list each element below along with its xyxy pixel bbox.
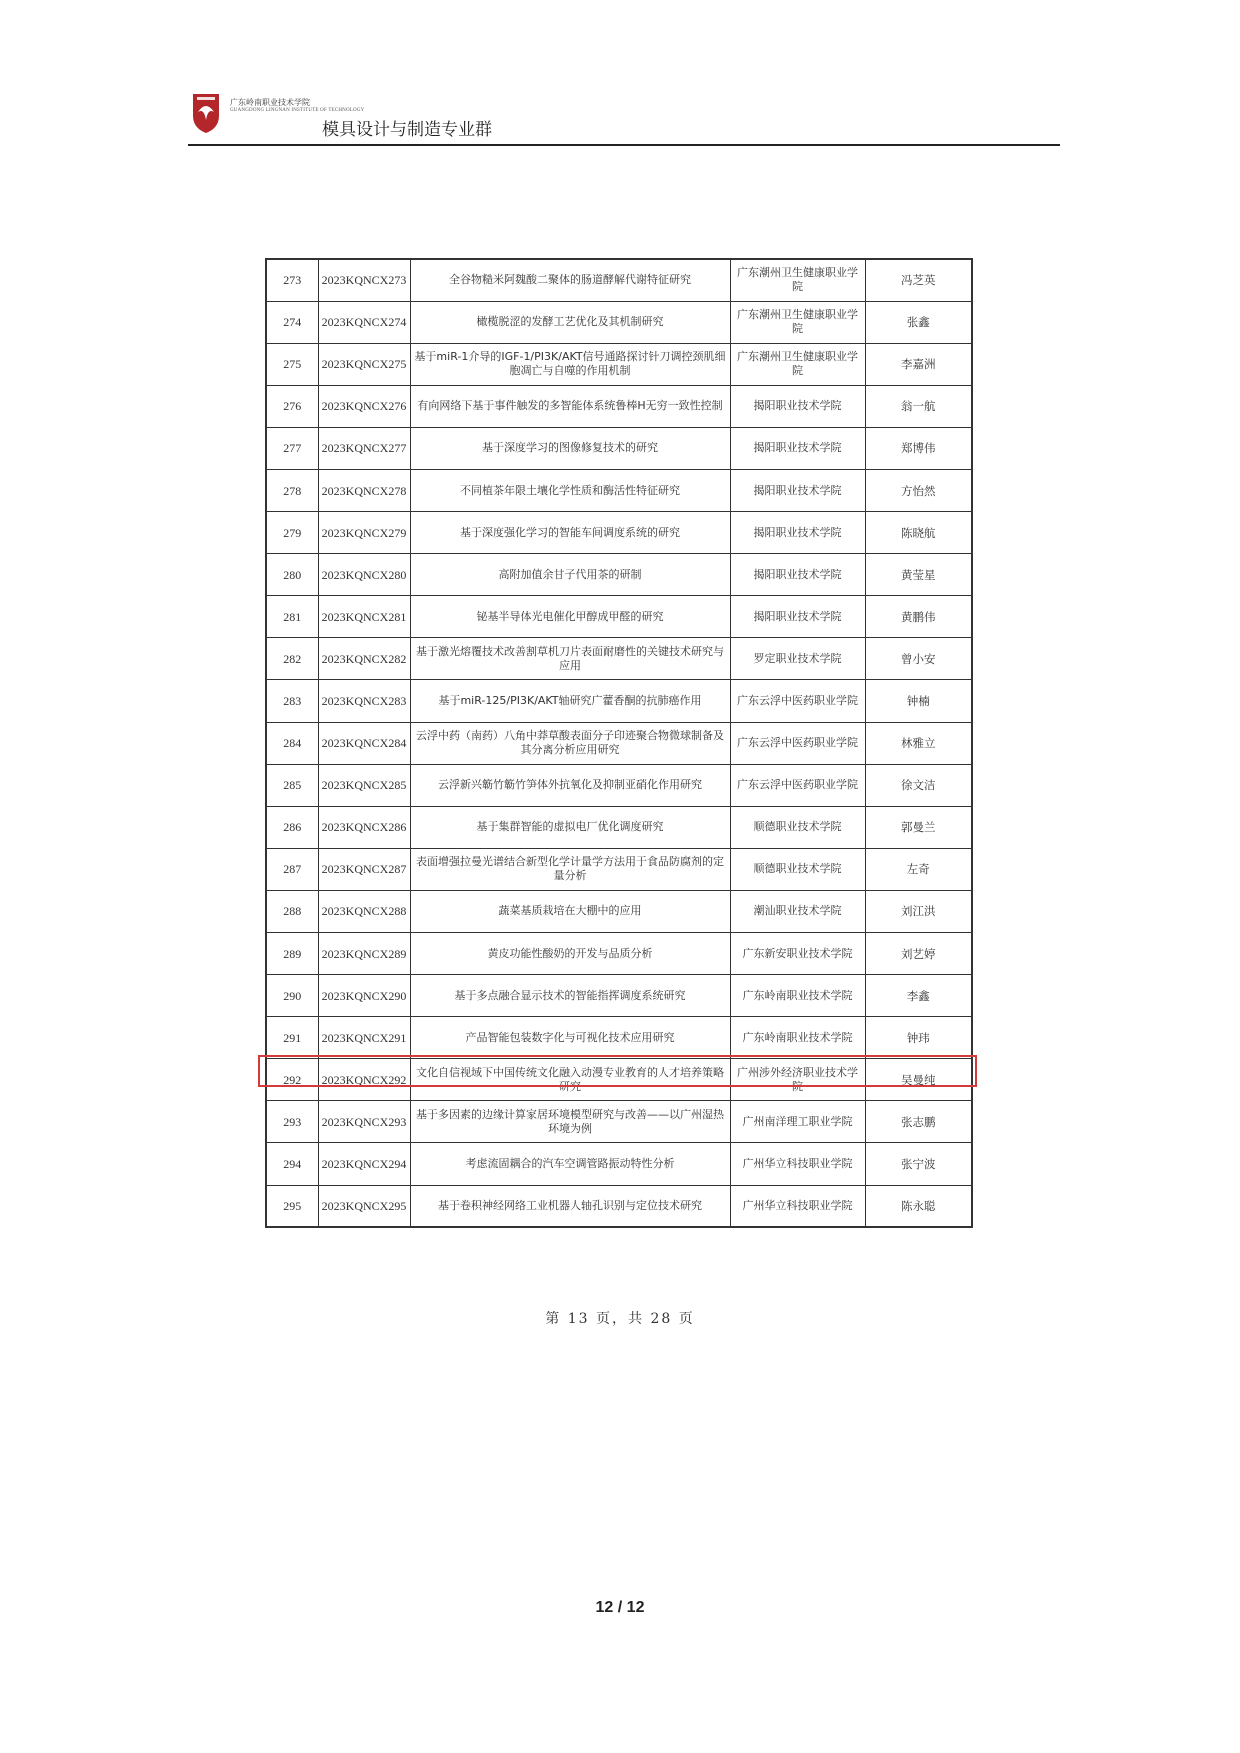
row-number: 281 [266, 596, 318, 638]
person-name: 郑博伟 [865, 427, 972, 469]
table-row [266, 596, 972, 638]
table-row [266, 1143, 972, 1185]
project-title: 基于miR-125/PI3K/AKT轴研究广藿香酮的抗肺癌作用 [410, 680, 730, 722]
school-name: 广东云浮中医药职业学院 [730, 764, 865, 806]
school-name: 广东潮州卫生健康职业学院 [730, 301, 865, 343]
project-title: 黄皮功能性酸奶的开发与品质分析 [410, 933, 730, 975]
row-number: 288 [266, 890, 318, 932]
project-title: 基于miR-1介导的IGF-1/PI3K/AKT信号通路探讨针刀调控颈肌细胞凋亡与自噬的作用机制 [410, 343, 730, 385]
project-title: 产品智能包装数字化与可视化技术应用研究 [410, 1017, 730, 1059]
school-name: 揭阳职业技术学院 [730, 554, 865, 596]
school-name: 揭阳职业技术学院 [730, 596, 865, 638]
person-name: 冯芝英 [865, 259, 972, 301]
row-number: 280 [266, 554, 318, 596]
project-code: 2023KQNCX282 [318, 638, 410, 680]
project-title: 基于激光熔覆技术改善割草机刀片表面耐磨性的关键技术研究与应用 [410, 638, 730, 680]
school-name: 揭阳职业技术学院 [730, 427, 865, 469]
page-note: 第 13 页，共 28 页 [545, 1311, 695, 1327]
project-code: 2023KQNCX279 [318, 512, 410, 554]
logo-wordmark [230, 98, 365, 114]
project-title: 有向网络下基于事件触发的多智能体系统鲁棒H无穷一致性控制 [410, 385, 730, 427]
project-code: 2023KQNCX294 [318, 1143, 410, 1185]
school-name: 揭阳职业技术学院 [730, 385, 865, 427]
project-code: 2023KQNCX275 [318, 343, 410, 385]
project-title: 铋基半导体光电催化甲醇成甲醛的研究 [410, 596, 730, 638]
project-code: 2023KQNCX293 [318, 1101, 410, 1143]
table-row [266, 1185, 972, 1227]
table-row [266, 638, 972, 680]
table-row [266, 385, 972, 427]
person-name: 刘艺婷 [865, 933, 972, 975]
person-name: 张志鹏 [865, 1101, 972, 1143]
school-name: 广东云浮中医药职业学院 [730, 722, 865, 764]
row-number: 282 [266, 638, 318, 680]
person-name: 李嘉洲 [865, 343, 972, 385]
school-name: 顺德职业技术学院 [730, 848, 865, 890]
table-row [266, 680, 972, 722]
person-name: 吴曼纯 [865, 1059, 972, 1101]
page-indicator: 12 / 12 [595, 1599, 645, 1616]
person-name: 林雅立 [865, 722, 972, 764]
school-name: 广东潮州卫生健康职业学院 [730, 259, 865, 301]
school-name: 顺德职业技术学院 [730, 806, 865, 848]
school-name: 广东新安职业技术学院 [730, 933, 865, 975]
row-number: 290 [266, 975, 318, 1017]
header-title: 模具设计与制造专业群 [322, 120, 492, 140]
logo-name-en: GUANGDONG LINGNAN INSTITUTE OF TECHNOLOGY [230, 108, 365, 113]
person-name: 徐文洁 [865, 764, 972, 806]
project-code: 2023KQNCX281 [318, 596, 410, 638]
person-name: 张鑫 [865, 301, 972, 343]
person-name: 钟楠 [865, 680, 972, 722]
project-code: 2023KQNCX283 [318, 680, 410, 722]
table-row [266, 469, 972, 511]
project-code: 2023KQNCX289 [318, 933, 410, 975]
person-name: 张宁波 [865, 1143, 972, 1185]
school-name: 广州涉外经济职业技术学院 [730, 1059, 865, 1101]
project-title: 高附加值余甘子代用茶的研制 [410, 554, 730, 596]
table-row [266, 1101, 972, 1143]
table-row [266, 1017, 972, 1059]
table-row [266, 890, 972, 932]
person-name: 翁一航 [865, 385, 972, 427]
table-row [266, 806, 972, 848]
person-name: 左奇 [865, 848, 972, 890]
project-code: 2023KQNCX280 [318, 554, 410, 596]
table-row [266, 848, 972, 890]
row-number: 274 [266, 301, 318, 343]
person-name: 方怡然 [865, 469, 972, 511]
project-code: 2023KQNCX285 [318, 764, 410, 806]
project-title: 橄榄脱涩的发酵工艺优化及其机制研究 [410, 301, 730, 343]
row-number: 284 [266, 722, 318, 764]
project-code: 2023KQNCX287 [318, 848, 410, 890]
school-name: 揭阳职业技术学院 [730, 469, 865, 511]
row-number: 289 [266, 933, 318, 975]
project-title: 基于深度学习的图像修复技术的研究 [410, 427, 730, 469]
project-code: 2023KQNCX274 [318, 301, 410, 343]
school-name: 广州华立科技职业学院 [730, 1185, 865, 1227]
project-code: 2023KQNCX290 [318, 975, 410, 1017]
person-name: 郭曼兰 [865, 806, 972, 848]
project-code: 2023KQNCX284 [318, 722, 410, 764]
school-name: 潮汕职业技术学院 [730, 890, 865, 932]
row-number: 291 [266, 1017, 318, 1059]
school-name: 罗定职业技术学院 [730, 638, 865, 680]
project-title: 云浮新兴簕竹簕竹笋体外抗氧化及抑制亚硝化作用研究 [410, 764, 730, 806]
school-logo-icon [191, 92, 221, 134]
person-name: 陈晓航 [865, 512, 972, 554]
person-name: 黄鹏伟 [865, 596, 972, 638]
project-code: 2023KQNCX288 [318, 890, 410, 932]
project-code: 2023KQNCX278 [318, 469, 410, 511]
project-title: 基于卷积神经网络工业机器人轴孔识别与定位技术研究 [410, 1185, 730, 1227]
person-name: 钟玮 [865, 1017, 972, 1059]
project-code: 2023KQNCX291 [318, 1017, 410, 1059]
project-title: 蔬菜基质栽培在大棚中的应用 [410, 890, 730, 932]
school-name: 广东岭南职业技术学院 [730, 975, 865, 1017]
row-number: 273 [266, 259, 318, 301]
school-name: 广州南洋理工职业学院 [730, 1101, 865, 1143]
project-title: 基于深度强化学习的智能车间调度系统的研究 [410, 512, 730, 554]
row-number: 292 [266, 1059, 318, 1101]
highlight-box [258, 1055, 977, 1087]
logo-name-cn: 广东岭南职业技术学院 [230, 98, 310, 107]
person-name: 黄莹星 [865, 554, 972, 596]
row-number: 277 [266, 427, 318, 469]
row-number: 283 [266, 680, 318, 722]
table-row [266, 259, 972, 301]
school-name: 广东岭南职业技术学院 [730, 1017, 865, 1059]
document-header [188, 88, 1060, 146]
school-name: 广州华立科技职业学院 [730, 1143, 865, 1185]
table-row [266, 554, 972, 596]
table-row [266, 512, 972, 554]
table-row [266, 343, 972, 385]
table-row [266, 427, 972, 469]
person-name: 李鑫 [865, 975, 972, 1017]
row-number: 276 [266, 385, 318, 427]
row-number: 286 [266, 806, 318, 848]
person-name: 刘江洪 [865, 890, 972, 932]
row-number: 293 [266, 1101, 318, 1143]
school-name: 广东云浮中医药职业学院 [730, 680, 865, 722]
table-row [266, 764, 972, 806]
school-name: 揭阳职业技术学院 [730, 512, 865, 554]
table-row [266, 933, 972, 975]
table-row [266, 722, 972, 764]
school-name: 广东潮州卫生健康职业学院 [730, 343, 865, 385]
row-number: 285 [266, 764, 318, 806]
row-number: 275 [266, 343, 318, 385]
project-title: 考虑流固耦合的汽车空调管路振动特性分析 [410, 1143, 730, 1185]
table-row [266, 975, 972, 1017]
project-title: 全谷物糙米阿魏酸二聚体的肠道酵解代谢特征研究 [410, 259, 730, 301]
project-title: 文化自信视域下中国传统文化融入动漫专业教育的人才培养策略研究 [410, 1059, 730, 1101]
project-title: 不同植茶年限土壤化学性质和酶活性特征研究 [410, 469, 730, 511]
person-name: 曾小安 [865, 638, 972, 680]
project-code: 2023KQNCX295 [318, 1185, 410, 1227]
project-title: 表面增强拉曼光谱结合新型化学计量学方法用于食品防腐剂的定量分析 [410, 848, 730, 890]
project-title: 基于多点融合显示技术的智能指挥调度系统研究 [410, 975, 730, 1017]
project-code: 2023KQNCX276 [318, 385, 410, 427]
row-number: 295 [266, 1185, 318, 1227]
project-title: 基于多因素的边缘计算家居环境模型研究与改善——以广州湿热环境为例 [410, 1101, 730, 1143]
row-number: 287 [266, 848, 318, 890]
row-number: 278 [266, 469, 318, 511]
project-code: 2023KQNCX277 [318, 427, 410, 469]
project-code: 2023KQNCX292 [318, 1059, 410, 1101]
project-title: 云浮中药（南药）八角中莽草酸表面分子印迹聚合物微球制备及其分离分析应用研究 [410, 722, 730, 764]
project-code: 2023KQNCX273 [318, 259, 410, 301]
row-number: 294 [266, 1143, 318, 1185]
table-row [266, 301, 972, 343]
project-code: 2023KQNCX286 [318, 806, 410, 848]
person-name: 陈永聪 [865, 1185, 972, 1227]
project-title: 基于集群智能的虚拟电厂优化调度研究 [410, 806, 730, 848]
row-number: 279 [266, 512, 318, 554]
